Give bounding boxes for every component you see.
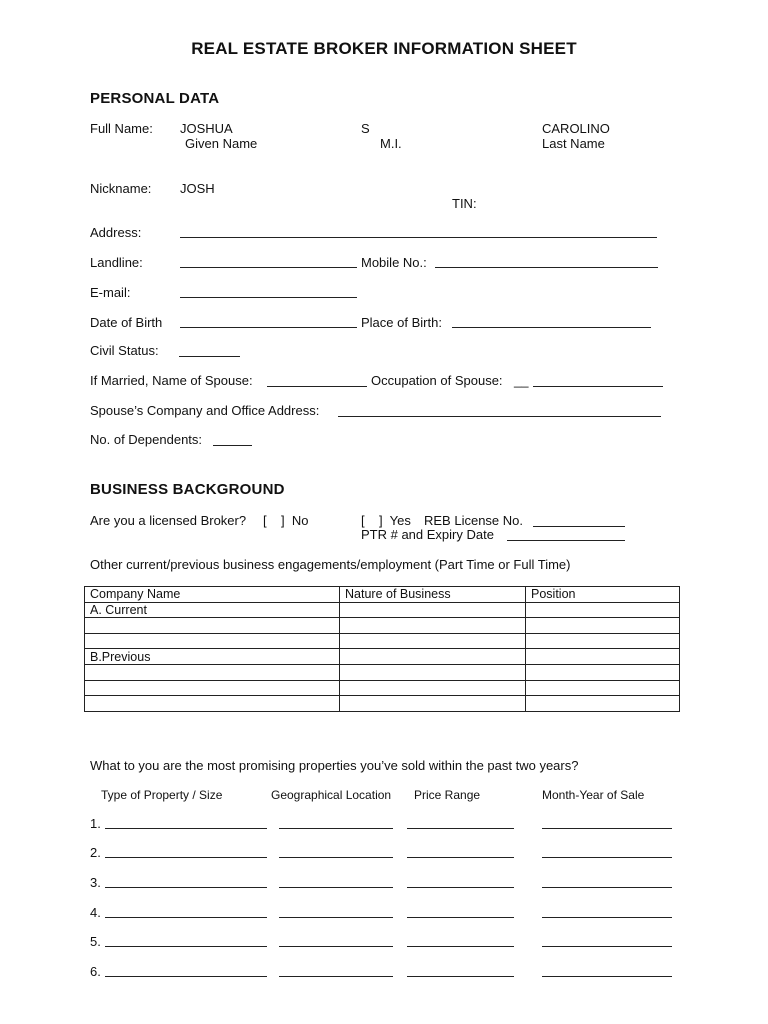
mobile-label: Mobile No.: [361, 255, 427, 270]
row-3-type-field[interactable] [105, 887, 267, 888]
table-cell[interactable] [526, 649, 680, 665]
row-1-type-field[interactable] [105, 828, 267, 829]
row-2-type-field[interactable] [105, 857, 267, 858]
email-field[interactable] [180, 297, 357, 298]
table-cell[interactable] [340, 664, 526, 680]
no-checkbox[interactable]: [ ] No [263, 513, 309, 528]
table-cell[interactable] [340, 602, 526, 618]
location-header: Geographical Location [271, 788, 392, 802]
row-6-sale-date-field[interactable] [542, 976, 672, 977]
mi-value[interactable]: S [361, 121, 370, 136]
mobile-field[interactable] [435, 267, 658, 268]
table-row[interactable] [85, 680, 680, 696]
row-3-sale-date-field[interactable] [542, 887, 672, 888]
row-6-type-field[interactable] [105, 976, 267, 977]
properties-question: What to you are the most promising properties you’ve sold within the past two years? [90, 758, 579, 773]
nickname-value[interactable]: JOSH [180, 181, 215, 196]
ptr-field[interactable] [507, 540, 625, 541]
row-4-sale-date-field[interactable] [542, 917, 672, 918]
row-1-location-field[interactable] [279, 828, 393, 829]
given-name-caption: Given Name [185, 136, 258, 151]
pob-field[interactable] [452, 327, 651, 328]
row-1-sale-date-field[interactable] [542, 828, 672, 829]
reb-license-label: REB License No. [424, 513, 523, 528]
last-name-caption: Last Name [542, 136, 605, 151]
spouse-occupation-blank-prefix: __ [514, 373, 529, 388]
company-name-header: Company Name [85, 587, 340, 603]
row-number-4: 4. [90, 905, 101, 920]
engagements-table [84, 586, 680, 712]
row-5-sale-date-field[interactable] [542, 946, 672, 947]
table-cell[interactable] [340, 696, 526, 712]
row-3-location-field[interactable] [279, 887, 393, 888]
row-5-type-field[interactable] [105, 946, 267, 947]
table-cell[interactable] [526, 633, 680, 649]
dependents-field[interactable] [213, 445, 252, 446]
price-range-header: Price Range [414, 788, 481, 802]
ptr-label: PTR # and Expiry Date [361, 527, 494, 542]
table-row[interactable] [85, 696, 680, 712]
row-2-location-field[interactable] [279, 857, 393, 858]
dependents-label: No. of Dependents: [90, 432, 203, 447]
table-cell[interactable] [85, 680, 340, 696]
table-row[interactable] [85, 618, 680, 634]
spouse-name-label: If Married, Name of Spouse: [90, 373, 253, 388]
previous-label: B.Previous [85, 649, 340, 665]
table-cell[interactable] [85, 696, 340, 712]
address-label: Address: [90, 225, 142, 240]
table-cell[interactable] [340, 618, 526, 634]
pob-label: Place of Birth: [361, 315, 442, 330]
row-number-2: 2. [90, 845, 101, 860]
page-title: REAL ESTATE BROKER INFORMATION SHEET [191, 39, 577, 58]
spouse-company-field[interactable] [338, 416, 661, 417]
table-cell[interactable] [340, 633, 526, 649]
personal-data-heading: PERSONAL DATA [90, 90, 220, 107]
table-cell[interactable] [340, 680, 526, 696]
table-cell[interactable] [526, 696, 680, 712]
row-1-price-field[interactable] [407, 828, 514, 829]
spouse-company-label: Spouse’s Company and Office Address: [90, 403, 320, 418]
table-cell[interactable] [85, 633, 340, 649]
email-label: E-mail: [90, 285, 131, 300]
row-number-5: 5. [90, 934, 101, 949]
last-name-value[interactable]: CAROLINO [542, 121, 610, 136]
row-number-6: 6. [90, 964, 101, 979]
row-number-3: 3. [90, 875, 101, 890]
current-label: A. Current [85, 602, 340, 618]
row-4-type-field[interactable] [105, 917, 267, 918]
table-cell[interactable] [526, 618, 680, 634]
row-2-sale-date-field[interactable] [542, 857, 672, 858]
landline-label: Landline: [90, 255, 143, 270]
row-3-price-field[interactable] [407, 887, 514, 888]
tin-label: TIN: [452, 196, 477, 211]
dob-label: Date of Birth [90, 315, 163, 330]
yes-checkbox[interactable]: [ ] Yes [361, 513, 411, 528]
table-cell[interactable] [526, 680, 680, 696]
row-5-location-field[interactable] [279, 946, 393, 947]
row-5-price-field[interactable] [407, 946, 514, 947]
table-header-row [85, 587, 680, 603]
given-name-value[interactable]: JOSHUA [180, 121, 233, 136]
table-cell[interactable] [85, 664, 340, 680]
sale-date-header: Month-Year of Sale [542, 788, 645, 802]
table-cell[interactable] [526, 664, 680, 680]
spouse-occupation-label: Occupation of Spouse: [371, 373, 503, 388]
row-6-price-field[interactable] [407, 976, 514, 977]
address-field[interactable] [180, 237, 657, 238]
table-row[interactable] [85, 649, 680, 665]
row-4-location-field[interactable] [279, 917, 393, 918]
row-number-1: 1. [90, 816, 101, 831]
reb-license-field[interactable] [533, 526, 625, 527]
table-cell[interactable] [85, 618, 340, 634]
table-cell[interactable] [340, 649, 526, 665]
business-background-heading: BUSINESS BACKGROUND [90, 481, 285, 498]
civil-status-field[interactable] [179, 356, 240, 357]
nature-of-business-header: Nature of Business [340, 587, 526, 603]
row-2-price-field[interactable] [407, 857, 514, 858]
full-name-label: Full Name: [90, 121, 153, 136]
licensed-question: Are you a licensed Broker? [90, 513, 247, 528]
spouse-occupation-field[interactable] [533, 386, 663, 387]
landline-field[interactable] [180, 267, 357, 268]
table-row[interactable] [85, 602, 680, 618]
mi-caption: M.I. [380, 136, 402, 151]
table-row[interactable] [85, 633, 680, 649]
dob-field[interactable] [180, 327, 357, 328]
row-6-location-field[interactable] [279, 976, 393, 977]
row-4-price-field[interactable] [407, 917, 514, 918]
engagements-label: Other current/previous business engagements/employment (Part Time or Full Time) [90, 557, 571, 572]
table-row[interactable] [85, 664, 680, 680]
civil-status-label: Civil Status: [90, 343, 159, 358]
table-cell[interactable] [526, 602, 680, 618]
property-type-header: Type of Property / Size [101, 788, 223, 802]
nickname-label: Nickname: [90, 181, 152, 196]
spouse-name-field[interactable] [267, 386, 367, 387]
position-header: Position [526, 587, 680, 603]
